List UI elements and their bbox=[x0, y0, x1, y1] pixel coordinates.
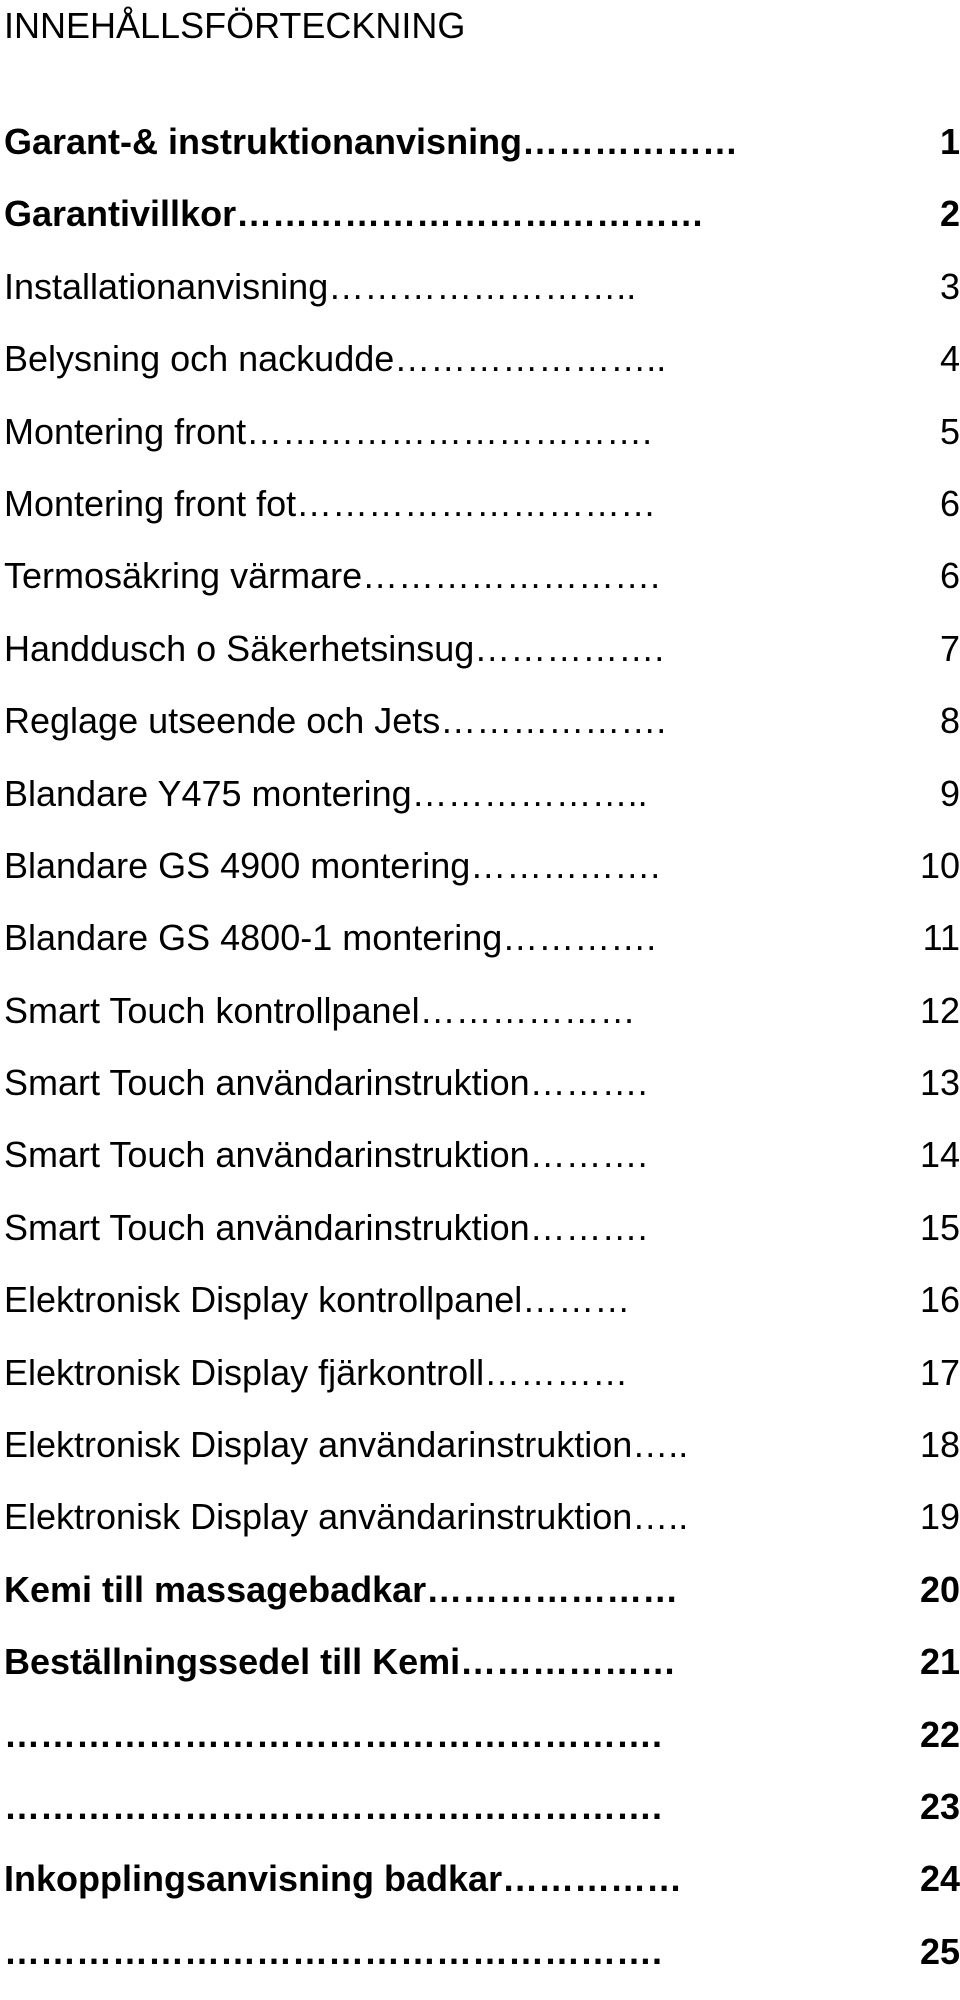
toc-entry-text: Montering front fot………………………… bbox=[4, 482, 657, 524]
toc-entry bbox=[0, 1711, 960, 1783]
toc-entry-text: Smart Touch användarinstruktion………. bbox=[4, 1062, 648, 1104]
toc-entry-text: Elektronisk Display användarinstruktion….. bbox=[4, 1496, 689, 1538]
toc-entry-page-number: 9 bbox=[939, 772, 960, 814]
toc-entry-page-number: 12 bbox=[919, 989, 960, 1031]
toc-entry-text: Montering front……………………………. bbox=[4, 410, 653, 452]
toc-entry-page-number: 15 bbox=[919, 1206, 960, 1248]
toc-entry bbox=[0, 1493, 960, 1565]
toc-entry-page-number: 10 bbox=[919, 844, 960, 886]
toc-entry bbox=[0, 1638, 960, 1710]
toc-entry-text: Handdusch o Säkerhetsinsug……………. bbox=[4, 627, 665, 669]
toc-entry bbox=[0, 118, 960, 190]
toc-entry bbox=[0, 408, 960, 480]
toc-entry-page-number: 6 bbox=[939, 555, 960, 597]
toc-entry bbox=[0, 625, 960, 697]
toc-entry bbox=[0, 842, 960, 914]
toc-entry-page-number: 25 bbox=[919, 1930, 960, 1972]
toc-title: INNEHÅLLSFÖRTECKNING bbox=[4, 5, 466, 46]
toc-entry-page-number: 17 bbox=[919, 1351, 960, 1393]
toc-entry-page-number: 22 bbox=[919, 1713, 960, 1755]
toc-entry-page-number: 16 bbox=[919, 1279, 960, 1321]
toc-entry-page-number: 8 bbox=[939, 700, 960, 742]
toc-entry-text: Reglage utseende och Jets………………. bbox=[4, 700, 667, 742]
toc-entry bbox=[0, 1131, 960, 1203]
toc-entry-text: Kemi till massagebadkar………………… bbox=[4, 1568, 679, 1610]
toc-entry-text: Beställningssedel till Kemi……………… bbox=[4, 1641, 677, 1683]
toc-entry-page-number: 4 bbox=[939, 338, 960, 380]
toc-entry-page-number: 18 bbox=[919, 1424, 960, 1466]
toc-entry-text: Elektronisk Display användarinstruktion….. bbox=[4, 1424, 689, 1466]
toc-entry bbox=[0, 190, 960, 262]
toc-entry-page-number: 23 bbox=[919, 1785, 960, 1827]
toc-entry bbox=[0, 987, 960, 1059]
toc-entry bbox=[0, 1421, 960, 1493]
toc-entry-page-number: 20 bbox=[919, 1568, 960, 1610]
toc-entry bbox=[0, 1855, 960, 1927]
toc-entry-text: ………………………………………………. bbox=[4, 1713, 663, 1755]
toc-entry bbox=[0, 914, 960, 986]
toc-entry-text: Blandare GS 4800-1 montering…………. bbox=[4, 917, 657, 959]
toc-entry-text: ………………………………………………. bbox=[4, 1930, 663, 1972]
toc-entry-text: ………………………………………………. bbox=[4, 1785, 663, 1827]
toc-entry-page-number: 19 bbox=[919, 1496, 960, 1538]
toc-entry-text: Elektronisk Display kontrollpanel……… bbox=[4, 1279, 631, 1321]
toc-entry-text: Smart Touch kontrollpanel……………… bbox=[4, 989, 636, 1031]
toc-entry-page-number: 2 bbox=[939, 193, 960, 235]
toc-entry bbox=[0, 335, 960, 407]
toc-entry bbox=[0, 770, 960, 842]
toc-entry-page-number: 14 bbox=[919, 1134, 960, 1176]
toc-entry-text: Smart Touch användarinstruktion………. bbox=[4, 1134, 648, 1176]
toc-entry bbox=[0, 1928, 960, 2000]
toc-entry-text: Elektronisk Display fjärkontroll………… bbox=[4, 1351, 629, 1393]
toc-entry-text: Belysning och nackudde………………….. bbox=[4, 338, 667, 380]
toc-entry-text: Blandare GS 4900 montering……………. bbox=[4, 844, 661, 886]
toc-entry bbox=[0, 1276, 960, 1348]
toc-entry-text: Installationanvisning…………………….. bbox=[4, 265, 637, 307]
toc-entry bbox=[0, 1349, 960, 1421]
toc-entry-page-number: 5 bbox=[939, 410, 960, 452]
toc-entry-page-number: 21 bbox=[919, 1641, 960, 1683]
toc-entry-page-number: 13 bbox=[919, 1062, 960, 1104]
toc-entry bbox=[0, 1204, 960, 1276]
toc-entry bbox=[0, 1059, 960, 1131]
toc-entry-page-number: 3 bbox=[939, 265, 960, 307]
toc-entry-page-number: 1 bbox=[939, 121, 960, 162]
toc-entry-text: Blandare Y475 montering……………….. bbox=[4, 772, 648, 814]
toc-entry-page-number: 7 bbox=[939, 627, 960, 669]
toc-entry-page-number: 24 bbox=[919, 1858, 960, 1900]
toc-list bbox=[0, 118, 960, 2000]
toc-entry bbox=[0, 480, 960, 552]
toc-entry-text: Garant-& instruktionanvisning……………… bbox=[4, 121, 739, 162]
toc-entry-page-number: 11 bbox=[922, 917, 960, 959]
toc-entry-text: Garantivillkor………………………………… bbox=[4, 193, 705, 235]
toc-entry-text: Smart Touch användarinstruktion………. bbox=[4, 1206, 648, 1248]
toc-entry-text: Termosäkring värmare……………………. bbox=[4, 555, 661, 597]
toc-entry bbox=[0, 1783, 960, 1855]
toc-entry bbox=[0, 552, 960, 624]
toc-entry-text: Inkopplingsanvisning badkar…………… bbox=[4, 1858, 683, 1900]
toc-entry-page-number: 6 bbox=[939, 482, 960, 524]
toc-entry bbox=[0, 697, 960, 769]
toc-entry bbox=[0, 263, 960, 335]
toc-entry bbox=[0, 1566, 960, 1638]
